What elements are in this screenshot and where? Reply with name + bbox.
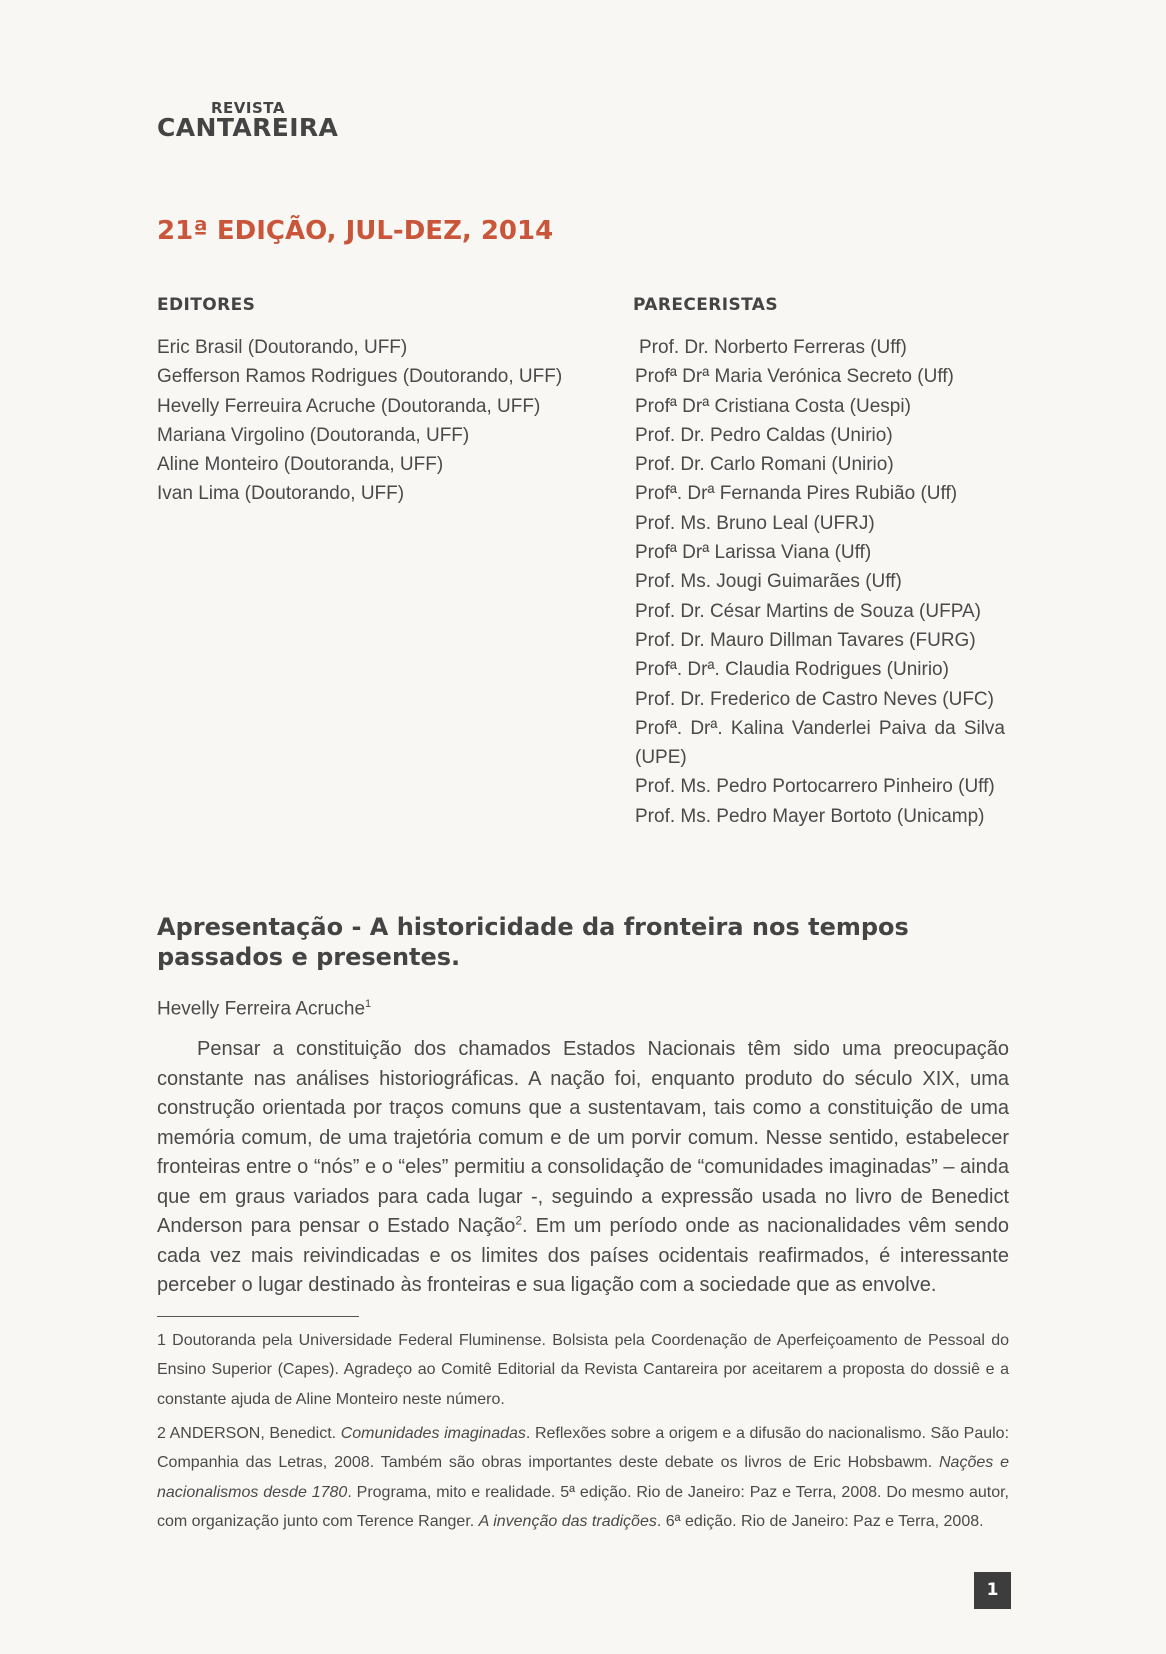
footnote-2-book-title-1: Comunidades imaginadas xyxy=(340,1425,526,1442)
footnote-1: 1 Doutoranda pela Universidade Federal Fluminense. Bolsista pela Coordenação de Aperfeiçoamento de Pessoal do Ensino Superior (Capes). Agradeço ao Comitê Editorial da Revista Cantareira por aceitarem a proposta do dossiê e a constante ajuda de Aline Monteiro neste número. xyxy=(157,1332,1009,1408)
logo-main-text: CANTAREIRA xyxy=(157,113,339,142)
reviewer-item: Prof. Ms. Bruno Leal (UFRJ) xyxy=(635,512,875,534)
footnote-2-book-title-3: A invenção das tradições xyxy=(478,1512,657,1530)
editor-item: Eric Brasil (Doutorando, UFF) xyxy=(157,337,408,358)
editor-item: Hevelly Ferreuira Acruche (Doutoranda, UFF) xyxy=(157,395,541,417)
reviewer-item: Prof. Dr. Norberto Ferreras (Uff) xyxy=(639,337,907,358)
reviewer-item: Prof. Dr. César Martins de Souza (UFPA) xyxy=(635,600,981,622)
editor-item: Aline Monteiro (Doutoranda, UFF) xyxy=(157,454,444,476)
reviewer-item: Profª. Drª. Claudia Rodrigues (Unirio) xyxy=(635,659,949,681)
author-name: Hevelly Ferreira Acruche xyxy=(157,998,366,1020)
reviewer-item: Prof. Dr. Frederico de Castro Neves (UFC) xyxy=(635,688,994,710)
reviewer-item: Profª. Drª. Kalina Vanderlei Paiva da Silva (UPE) xyxy=(635,717,1005,769)
footnote-2-part1: 2 ANDERSON, Benedict. xyxy=(157,1425,341,1442)
footnote-2-part4: . 6ª edição. Rio de Janeiro: Paz e Terra, 2008. xyxy=(656,1512,984,1530)
footnote-2 xyxy=(157,1419,1009,1536)
logo-top-text: REVISTA xyxy=(211,99,285,117)
reviewer-item: Prof. Ms. Jougi Guimarães (Uff) xyxy=(635,571,902,593)
reviewer-item: Prof. Dr. Pedro Caldas (Unirio) xyxy=(635,424,893,446)
editor-item: Ivan Lima (Doutorando, UFF) xyxy=(157,483,405,505)
reviewer-item: Prof. Ms. Pedro Portocarrero Pinheiro (Uff) xyxy=(635,776,995,798)
page-number: 1 xyxy=(974,1572,1011,1609)
footnote-2-part2: . Reflexões sobre a origem e a difusão do nacionalismo. São Paulo: Companhia das Letras, 2008. Também são obras importantes deste debate os livros de Eric Hobsbawm. xyxy=(157,1425,1010,1472)
paragraph-footnote-marker: 2 xyxy=(515,1213,522,1228)
reviewers-heading: PARECERISTAS xyxy=(633,295,778,315)
reviewer-item: Profª Drª Cristiana Costa (Uespi) xyxy=(635,395,911,417)
reviewer-item: Profª Drª Maria Verónica Secreto (Uff) xyxy=(635,366,954,388)
author-footnote-marker: 1 xyxy=(365,998,372,1010)
footnote-2-book-title-2: Nações e nacionalismos desde 1780 xyxy=(157,1454,1010,1501)
reviewer-item: Profª Drª Larissa Viana (Uff) xyxy=(635,542,872,564)
article-paragraph xyxy=(157,1035,1009,1301)
reviewer-item: Prof. Dr. Carlo Romani (Unirio) xyxy=(635,454,894,476)
footnote-2-part3: . Programa, mito e realidade. 5ª edição. Rio de Janeiro: Paz e Terra, 2008. Do mesmo autor, com organização junto com Terence Ranger. xyxy=(157,1483,1010,1530)
paragraph-text-part1: Pensar a constituição dos chamados Estados Nacionais têm sido uma preocupação constante nas análises historiográficas. A nação foi, enquanto produto do século XIX, uma construção orientada por traços comuns que a sustentavam, tais como a constituição de uma memória comum, de uma trajetória comum e de um porvir comum. Nesse sentido, estabelecer fronteiras entre o “nós” e o “eles” permitiu a consolidação de “comunidades imaginadas” – ainda que em graus variados para cada lugar -, seguindo a expressão usada no livro de Benedict Anderson para pensar o Estado Nação xyxy=(157,1038,1009,1237)
editors-list xyxy=(157,333,562,509)
edition-title: 21ª EDIÇÃO, JUL-DEZ, 2014 xyxy=(157,216,554,246)
paragraph-text-part2: . Em um período onde as nacionalidades vêm sendo cada vez mais reivindicadas e os limites dos países ocidentais reafirmados, é interessante perceber o lugar destinado às fronteiras e sua ligação com a sociedade que as envolve. xyxy=(157,1215,1010,1296)
reviewer-item: Prof. Dr. Mauro Dillman Tavares (FURG) xyxy=(635,629,976,651)
article-author xyxy=(157,990,371,1023)
editor-item: Gefferson Ramos Rodrigues (Doutorando, UFF) xyxy=(157,366,563,388)
editors-heading: EDITORES xyxy=(157,295,256,315)
footnote-divider xyxy=(157,1316,359,1317)
reviewer-item: Prof. Ms. Pedro Mayer Bortoto (Unicamp) xyxy=(635,805,985,827)
article-title: Apresentação - A historicidade da fronteira nos tempos passados e presentes. xyxy=(157,913,909,971)
reviewer-item: Profª. Drª Fernanda Pires Rubião (Uff) xyxy=(635,483,958,505)
editor-item: Mariana Virgolino (Doutoranda, UFF) xyxy=(157,424,470,446)
reviewers-list xyxy=(635,333,1005,831)
